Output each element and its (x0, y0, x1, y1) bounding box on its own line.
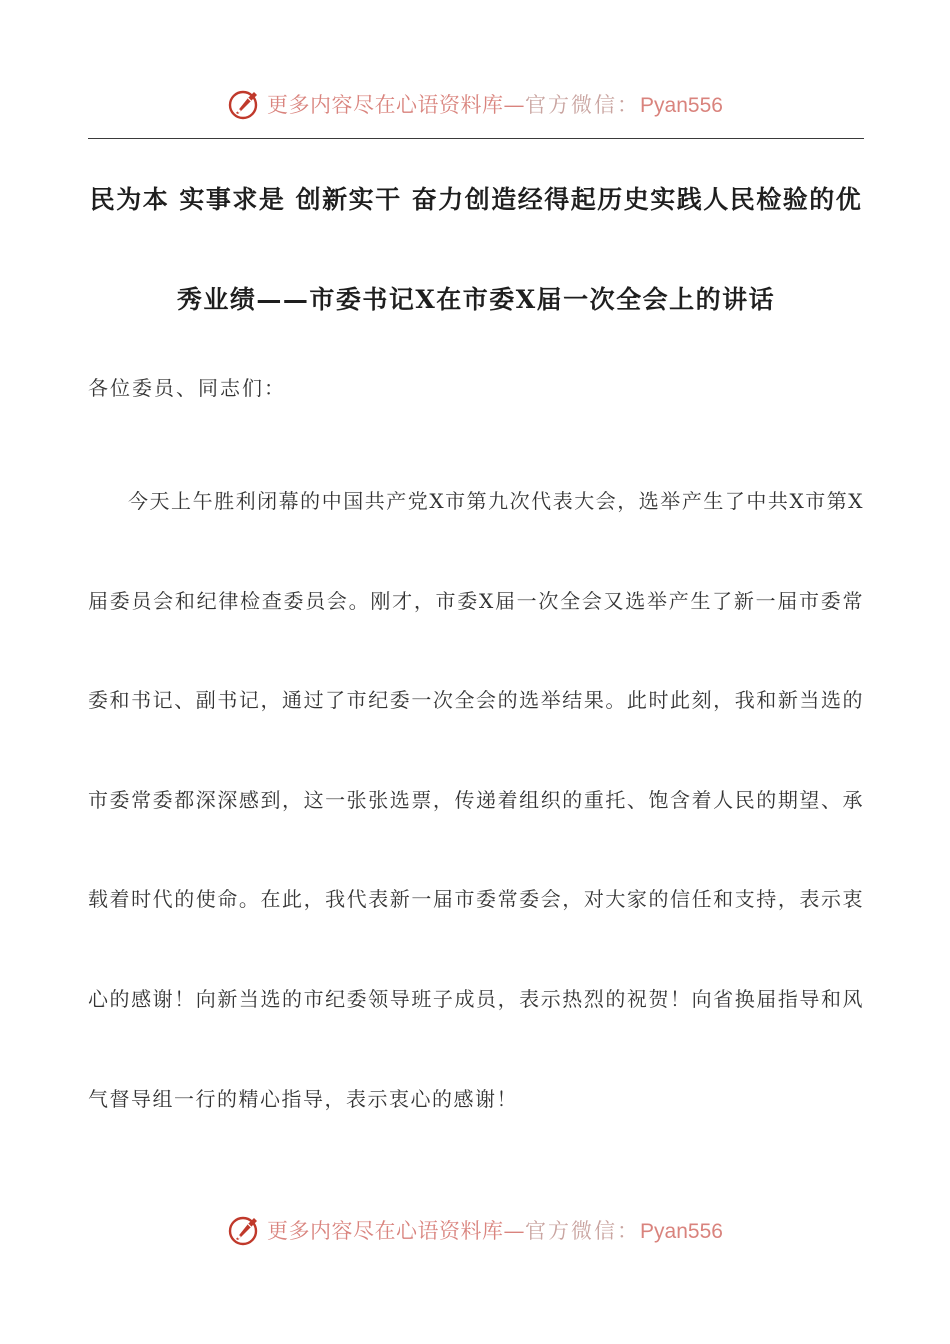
salutation: 各位委员、同志们： (88, 376, 286, 400)
footer-brand: 更多内容尽在心语资料库 (267, 1219, 504, 1243)
footer-banner-text (267, 1215, 723, 1245)
document-title-line2: 秀业绩——市委书记X在市委X届一次全会上的讲话 (176, 285, 776, 314)
header-banner (0, 82, 950, 126)
header-wechat-id: Pyan556 (640, 94, 723, 117)
pen-nib-logo-icon (227, 86, 263, 122)
document-title-line1: 民为本 实事求是 创新实干 奋力创造经得起历史实践人民检验的优 (89, 185, 863, 214)
header-wechat-label: 官方微信： (525, 93, 641, 117)
header-separator: — (503, 93, 526, 117)
footer-wechat-label: 官方微信： (525, 1219, 641, 1243)
footer-separator: — (503, 1219, 526, 1243)
header-divider (88, 138, 864, 139)
footer-wechat-id: Pyan556 (640, 1220, 723, 1243)
footer-banner (0, 1208, 950, 1252)
header-banner-text (267, 89, 723, 119)
header-brand: 更多内容尽在心语资料库 (267, 93, 504, 117)
body-paragraph: 今天上午胜利闭幕的中国共产党X市第九次代表大会，选举产生了中共X市第X届委员会和纪律检查委员会。刚才，市委X届一次全会又选举产生了新一届市委常委和书记、副书记，通过了市纪委一次全会的选举结果。此时此刻，我和新当选的市委常委都深深感到，这一张张选票，传递着组织的重托、饱含着人民的期望、承载着时代的使命。在此，我代表新一届市委常委会，对大家的信任和支持，表示衷心的感谢！向新当选的市纪委领导班子成员，表示热烈的祝贺！向省换届指导和风气督导组一行的精心指导，表示衷心的感谢！ (88, 489, 864, 1111)
pen-nib-logo-icon (227, 1212, 263, 1248)
